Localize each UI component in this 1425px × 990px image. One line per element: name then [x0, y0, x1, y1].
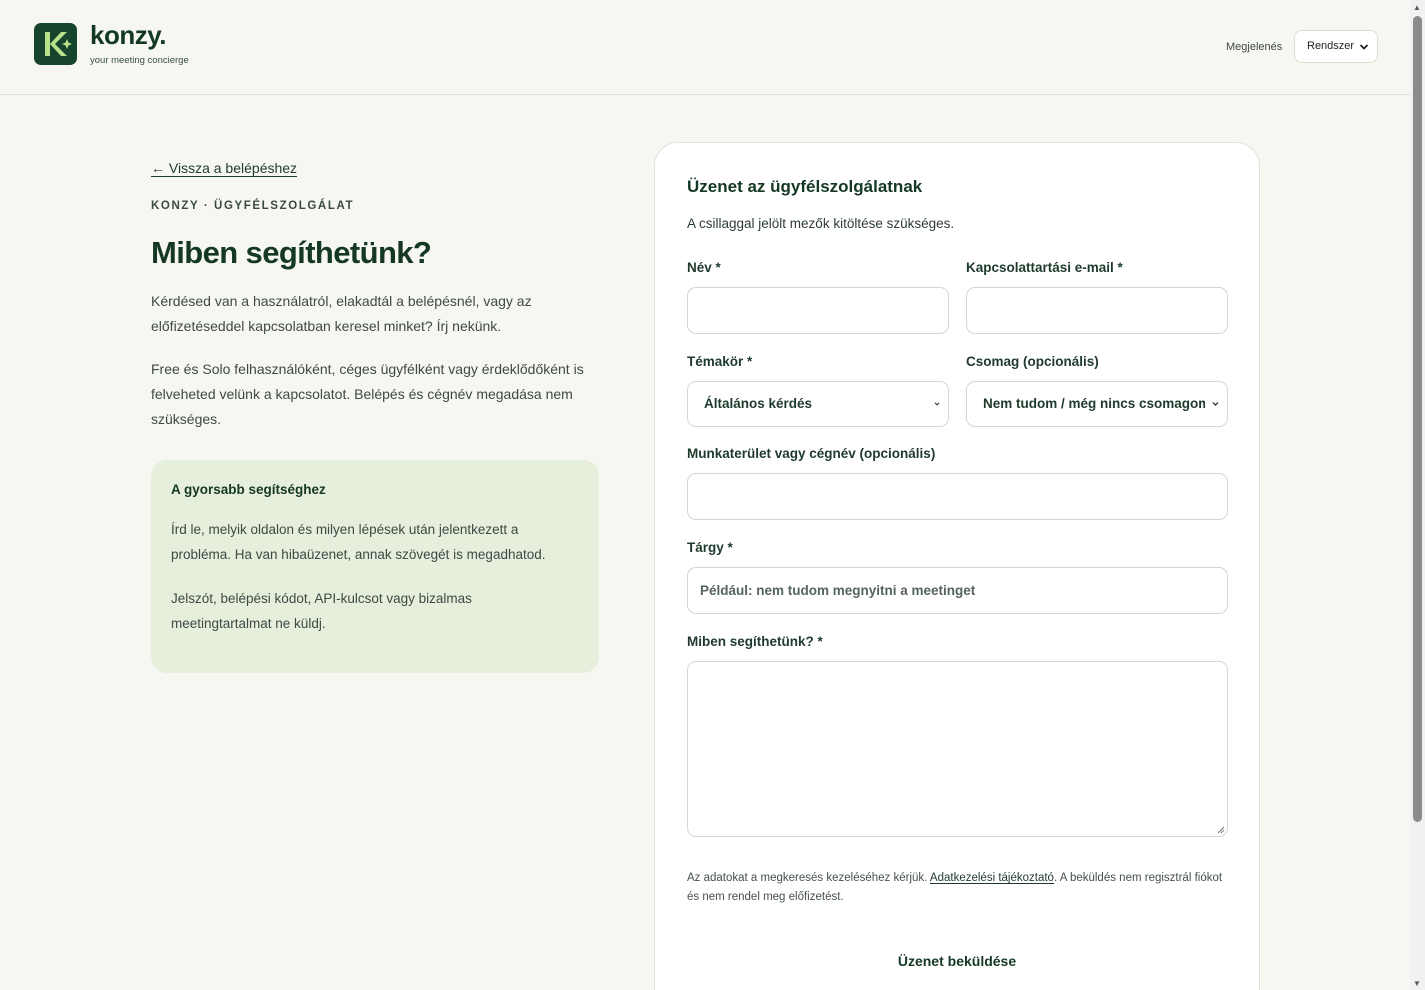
form-title: Üzenet az ügyfélszolgálatnak — [687, 177, 923, 196]
email-label: Kapcsolattartási e-mail * — [966, 260, 1123, 275]
scroll-up-arrow-icon[interactable]: ▲ — [1413, 3, 1421, 12]
subject-input[interactable] — [687, 567, 1228, 614]
topic-select-value: Általános kérdés — [704, 396, 813, 411]
privacy-text-after: . A beküldés nem regisztrál fiókot és nem rendel meg előfizetést. — [687, 872, 1223, 903]
back-to-login-link[interactable]: ← Vissza a belépéshez — [151, 160, 298, 176]
form-subtitle: A csillaggal jelölt mezők kitöltése szükséges. — [687, 216, 955, 231]
brand-tagline: your meeting concierge — [90, 55, 189, 66]
package-label: Csomag (opcionális) — [966, 354, 1099, 369]
appearance-select[interactable] — [1294, 30, 1378, 63]
intro-paragraph-1: Kérdésed van a használatról, elakadtál a belépésnél, vagy az előfizetéseddel kapcsolatban keresel minket? Írj nekünk. — [151, 293, 532, 334]
chevron-down-icon — [930, 399, 940, 409]
page-scrollbar[interactable] — [1410, 0, 1425, 990]
message-textarea[interactable] — [687, 661, 1228, 837]
site-header — [0, 0, 1410, 95]
package-select[interactable] — [966, 381, 1228, 427]
page-title: Miben segíthetünk? — [151, 235, 432, 270]
name-label: Név * — [687, 260, 721, 275]
konzy-logo-icon[interactable] — [34, 23, 77, 65]
privacy-text-before: Az adatokat a megkeresés kezeléséhez kérjük. — [687, 872, 930, 884]
intro-paragraph-2: Free és Solo felhasználóként, céges ügyfélként vagy érdeklődőként is felveheted velünk a kapcsolatot. Belépés és cégnév megadása nem szükséges. — [151, 361, 584, 427]
tips-title: A gyorsabb segítséghez — [171, 482, 326, 497]
package-select-value: Nem tudom / még nincs csomagom — [983, 396, 1211, 411]
message-label: Miben segíthetünk? * — [687, 634, 823, 649]
scroll-down-arrow-icon[interactable]: ▼ — [1413, 979, 1421, 988]
topic-select[interactable] — [687, 381, 949, 427]
workspace-label: Munkaterület vagy cégnév (opcionális) — [687, 446, 936, 461]
contact-form-card — [654, 142, 1260, 990]
appearance-label: Megjelenés — [1226, 41, 1283, 53]
email-input[interactable] — [966, 287, 1228, 334]
subject-placeholder: Például: nem tudom megnyitni a meetinget — [700, 583, 976, 598]
privacy-policy-link[interactable]: Adatkezelési tájékoztató — [929, 872, 1054, 884]
chevron-down-icon — [1359, 42, 1369, 52]
workspace-input[interactable] — [687, 473, 1228, 520]
tip-paragraph-1: Írd le, melyik oldalon és milyen lépések után jelentkezett a probléma. Ha van hibaüzenet, annak szövegét is megadhatod. — [171, 522, 546, 562]
brand-name[interactable]: konzy. — [90, 20, 166, 50]
privacy-notice — [687, 869, 1232, 907]
chevron-down-icon — [1205, 399, 1219, 409]
section-eyebrow: KONZY · ÜGYFÉLSZOLGÁLAT — [151, 200, 355, 212]
submit-button[interactable]: Üzenet beküldése — [897, 953, 1017, 969]
tip-paragraph-2: Jelszót, belépési kódot, API-kulcsot vagy bizalmas meetingtartalmat ne küldj. — [171, 591, 472, 631]
resize-handle-icon[interactable] — [1215, 824, 1225, 834]
appearance-select-value: Rendszer — [1307, 40, 1355, 52]
topic-label: Témakör * — [687, 354, 753, 369]
name-input[interactable] — [687, 287, 949, 334]
subject-label: Tárgy * — [687, 540, 733, 555]
scroll-thumb[interactable] — [1413, 16, 1422, 822]
tips-box — [151, 460, 599, 673]
